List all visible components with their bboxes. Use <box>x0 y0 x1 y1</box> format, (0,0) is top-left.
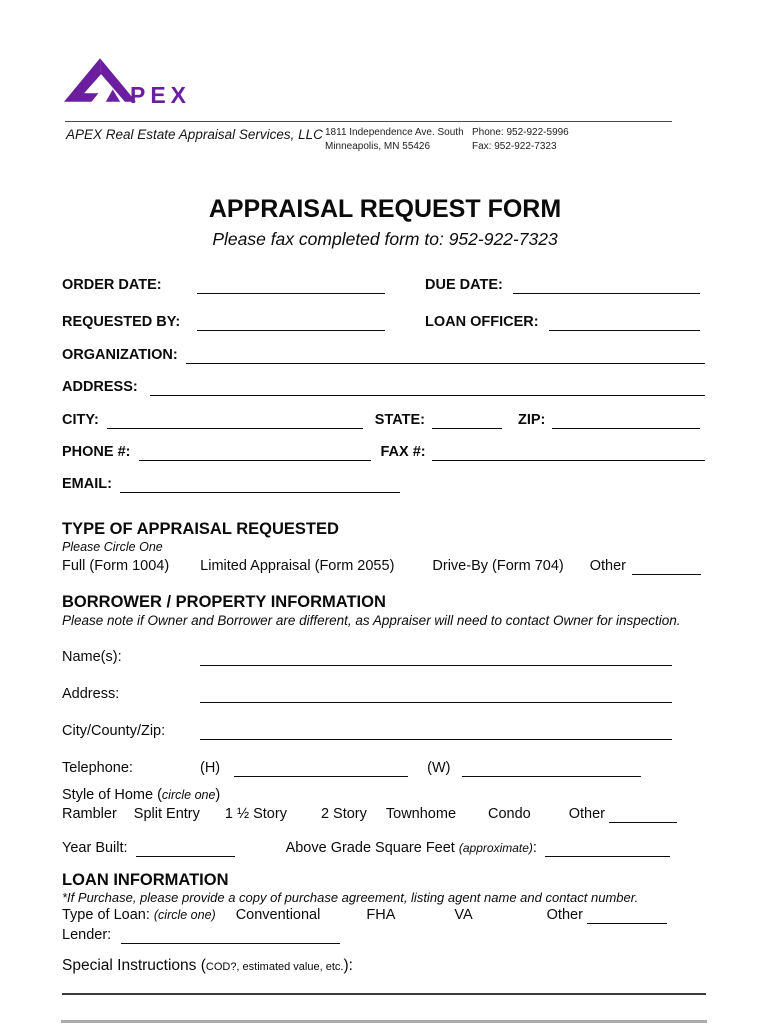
appraisal-type-note: Please Circle One <box>62 540 163 554</box>
option-va[interactable]: VA <box>454 907 473 923</box>
option-split-entry[interactable]: Split Entry <box>133 806 200 822</box>
city-county-zip-row <box>62 723 672 740</box>
fax-blank-line[interactable] <box>432 444 705 461</box>
option-condo[interactable]: Condo <box>488 806 531 822</box>
letterhead-divider <box>65 121 672 122</box>
order-due-row <box>62 277 700 294</box>
organization-blank-line[interactable] <box>186 347 705 364</box>
company-name: APEX Real Estate Appraisal Services, LLC <box>66 127 323 142</box>
state-blank-line[interactable] <box>432 412 502 429</box>
option-appraisal-other[interactable]: Other <box>589 558 626 574</box>
address-label: ADDRESS: <box>62 379 138 395</box>
telephone-row <box>62 760 641 777</box>
phone-label: PHONE #: <box>62 444 131 460</box>
sqft-label <box>286 840 537 857</box>
special-instructions-blank-line-1[interactable] <box>62 993 706 995</box>
loan-circle-one-note: (circle one) <box>153 908 216 922</box>
work-phone-label: (W) <box>427 760 451 776</box>
style-of-home-label-row <box>62 786 220 804</box>
city-county-zip-blank-line[interactable] <box>200 723 672 740</box>
option-loan-other[interactable]: Other <box>546 907 583 923</box>
fax-label: FAX #: <box>380 444 426 460</box>
apex-logo-icon <box>64 57 136 103</box>
names-label: Name(s): <box>62 649 122 665</box>
home-phone-blank-line[interactable] <box>234 760 408 777</box>
property-address-row <box>62 686 672 703</box>
option-rambler[interactable]: Rambler <box>62 806 117 822</box>
form-title: APPRAISAL REQUEST FORM <box>208 195 562 223</box>
loan-type-label: Type of Loan: <box>62 907 150 923</box>
property-address-blank-line[interactable] <box>200 686 672 703</box>
appraisal-other-blank-line[interactable] <box>632 558 701 575</box>
apex-logo-text: PEX <box>130 82 192 108</box>
organization-label: ORGANIZATION: <box>62 347 178 363</box>
due-date-blank-line[interactable] <box>513 277 700 294</box>
special-instructions-label-row <box>62 957 353 976</box>
option-1-half-story[interactable]: 1 ½ Story <box>224 806 287 822</box>
requested-by-label: REQUESTED BY: <box>62 314 181 330</box>
special-instructions-detail: COD?, estimated value, etc. <box>205 961 344 973</box>
appraisal-type-heading: TYPE OF APPRAISAL REQUESTED <box>62 520 339 538</box>
lender-blank-line[interactable] <box>121 927 340 944</box>
option-townhome[interactable]: Townhome <box>385 806 457 822</box>
sqft-label-text: Above Grade Square Feet <box>285 840 459 856</box>
company-fax: Fax: 952-922-7323 <box>472 141 557 152</box>
borrower-note: Please note if Owner and Borrower are different, as Appraiser will need to contact Owner for inspection. <box>62 613 681 628</box>
work-phone-blank-line[interactable] <box>462 760 641 777</box>
state-label: STATE: <box>374 412 425 428</box>
special-instructions-close: ): <box>343 957 353 974</box>
email-blank-line[interactable] <box>120 476 400 493</box>
option-2-story[interactable]: 2 Story <box>320 806 367 822</box>
requested-by-blank-line[interactable] <box>197 314 385 331</box>
requested-by-row <box>62 314 700 331</box>
option-style-other[interactable]: Other <box>568 806 606 822</box>
names-blank-line[interactable] <box>200 649 672 666</box>
sqft-blank-line[interactable] <box>545 840 670 857</box>
year-built-blank-line[interactable] <box>136 840 235 857</box>
option-limited-appraisal-form-2055[interactable]: Limited Appraisal (Form 2055) <box>200 558 395 574</box>
special-instructions-label: Special Instructions ( <box>62 957 206 974</box>
form-subtitle: Please fax completed form to: 952-922-7323 <box>212 229 558 249</box>
order-date-label: ORDER DATE: <box>62 277 162 293</box>
company-contact <box>472 126 569 154</box>
company-address-line1: 1811 Independence Ave. South <box>325 127 464 138</box>
year-built-label: Year Built: <box>62 840 128 856</box>
email-label: EMAIL: <box>62 476 112 492</box>
email-row <box>62 476 400 493</box>
address-row <box>62 379 705 396</box>
company-address <box>325 126 464 154</box>
home-phone-label: (H) <box>200 760 221 776</box>
loan-officer-blank-line[interactable] <box>549 314 700 331</box>
loan-heading: LOAN INFORMATION <box>62 871 229 889</box>
special-instructions-blank-line-2[interactable] <box>61 1020 707 1023</box>
address-blank-line[interactable] <box>150 379 705 396</box>
borrower-heading: BORROWER / PROPERTY INFORMATION <box>62 593 386 611</box>
lender-label: Lender: <box>62 927 112 943</box>
phone-fax-row <box>62 444 705 461</box>
company-phone: Phone: 952-922-5996 <box>472 127 569 138</box>
phone-blank-line[interactable] <box>139 444 371 461</box>
style-other-blank-line[interactable] <box>609 806 677 823</box>
city-county-zip-label: City/County/Zip: <box>62 723 166 739</box>
telephone-label: Telephone: <box>62 760 133 776</box>
loan-type-row <box>62 907 667 924</box>
due-date-label: DUE DATE: <box>425 277 503 293</box>
style-of-home-label: Style of Home ( <box>62 787 162 803</box>
city-state-zip-row <box>62 412 700 429</box>
appraisal-type-options-row <box>62 558 701 575</box>
zip-label: ZIP: <box>518 412 546 428</box>
zip-blank-line[interactable] <box>552 412 700 429</box>
sqft-approximate-note: (approximate) <box>458 841 533 855</box>
option-fha[interactable]: FHA <box>366 907 396 923</box>
style-circle-one-note: circle one <box>161 788 216 802</box>
loan-note: *If Purchase, please provide a copy of purchase agreement, listing agent name and contact number. <box>62 890 639 905</box>
style-of-home-options-row <box>62 806 677 823</box>
city-label: CITY: <box>62 412 99 428</box>
organization-row <box>62 347 705 364</box>
loan-other-blank-line[interactable] <box>587 907 667 924</box>
option-conventional[interactable]: Conventional <box>235 907 321 923</box>
order-date-blank-line[interactable] <box>197 277 385 294</box>
company-address-line2: Minneapolis, MN 55426 <box>325 141 431 152</box>
style-of-home-close-paren: ) <box>215 787 221 803</box>
option-drive-by-form-704[interactable]: Drive-By (Form 704) <box>432 558 564 574</box>
lender-row <box>62 927 340 944</box>
names-row <box>62 649 672 666</box>
loan-officer-label: LOAN OFFICER: <box>425 314 539 330</box>
sqft-colon: : <box>532 840 537 856</box>
city-blank-line[interactable] <box>107 412 363 429</box>
year-built-row <box>62 840 670 857</box>
option-full-form-1004[interactable]: Full (Form 1004) <box>62 558 170 574</box>
property-address-label: Address: <box>62 686 120 702</box>
